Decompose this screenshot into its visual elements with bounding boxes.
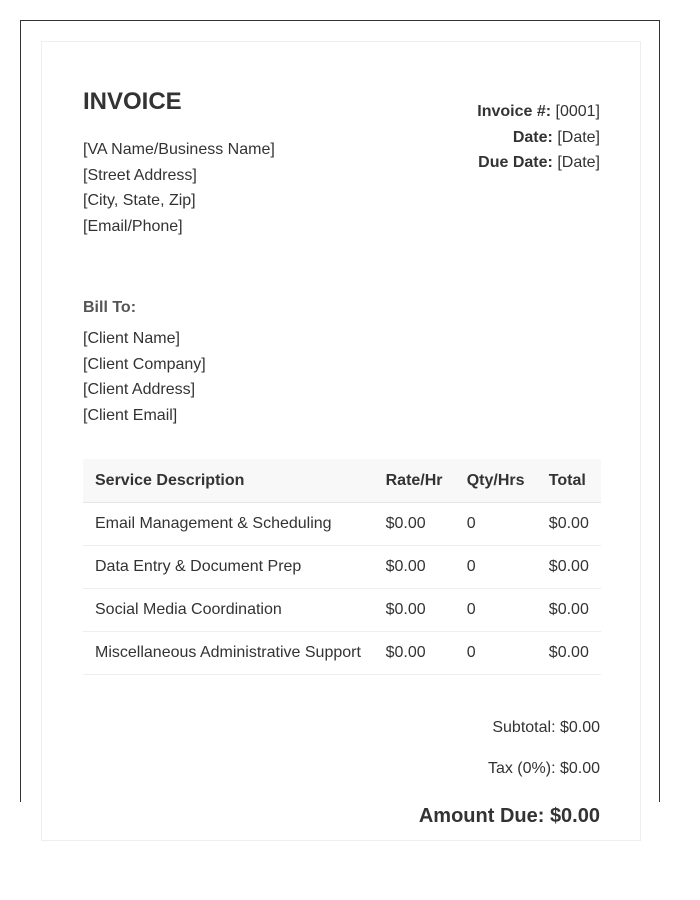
page-frame	[20, 20, 660, 827]
invoice-due-date-label: Due Date:	[478, 154, 553, 171]
service-total: $0.00	[537, 503, 601, 546]
invoice-meta	[477, 99, 600, 176]
client-company: [Client Company]	[83, 355, 206, 373]
client-name: [Client Name]	[83, 330, 180, 347]
service-rate: $0.00	[374, 632, 455, 675]
invoice-number-value: [0001]	[555, 103, 600, 120]
tax: Tax (0%): $0.00	[487, 760, 600, 777]
client-address: [Client Address]	[83, 381, 196, 398]
invoice-paper	[41, 41, 641, 841]
client-email: [Client Email]	[83, 406, 178, 424]
sender-name: [VA Name/Business Name]	[83, 141, 275, 158]
service-total: $0.00	[537, 546, 601, 589]
service-total: $0.00	[537, 632, 601, 675]
service-total: $0.00	[537, 589, 601, 632]
service-rate: $0.00	[374, 503, 455, 546]
invoice-date-label: Date:	[512, 128, 553, 146]
service-rate: $0.00	[374, 589, 455, 632]
service-description: Social Media Coordination	[83, 589, 374, 632]
invoice-date-value: [Date]	[557, 128, 600, 146]
invoice-date-line	[477, 125, 600, 151]
sender-city: [City, State, Zip]	[83, 192, 196, 209]
header-rate: Rate/Hr	[374, 459, 455, 503]
invoice-number-line	[477, 99, 600, 125]
bill-to-label: Bill To:	[83, 299, 137, 316]
invoice-title: INVOICE	[83, 88, 182, 115]
service-description: Miscellaneous Administrative Support	[83, 632, 374, 675]
invoice-due-date-line	[477, 150, 600, 176]
invoice-number-label: Invoice #:	[477, 103, 552, 120]
service-qty: 0	[455, 632, 537, 675]
table-row	[83, 632, 601, 675]
amount-due: Amount Due: $0.00	[418, 805, 600, 827]
table-row	[83, 589, 601, 632]
table-header-row	[83, 459, 601, 503]
service-qty: 0	[455, 546, 537, 589]
service-description: Data Entry & Document Prep	[83, 546, 374, 589]
services-table	[83, 459, 601, 675]
table-row	[83, 546, 601, 589]
service-description: Email Management & Scheduling	[83, 503, 374, 546]
table-row	[83, 503, 601, 546]
sender-contact: [Email/Phone]	[83, 217, 183, 235]
sender-address-block	[83, 137, 275, 239]
sender-street: [Street Address]	[83, 166, 197, 184]
header-qty: Qty/Hrs	[455, 459, 537, 503]
header-service-description: Service Description	[83, 459, 374, 503]
service-rate: $0.00	[374, 546, 455, 589]
bill-to-block	[83, 326, 206, 428]
subtotal: Subtotal: $0.00	[492, 719, 600, 736]
invoice-due-date-value: [Date]	[557, 154, 600, 171]
service-qty: 0	[455, 503, 537, 546]
service-qty: 0	[455, 589, 537, 632]
header-total: Total	[537, 459, 601, 503]
